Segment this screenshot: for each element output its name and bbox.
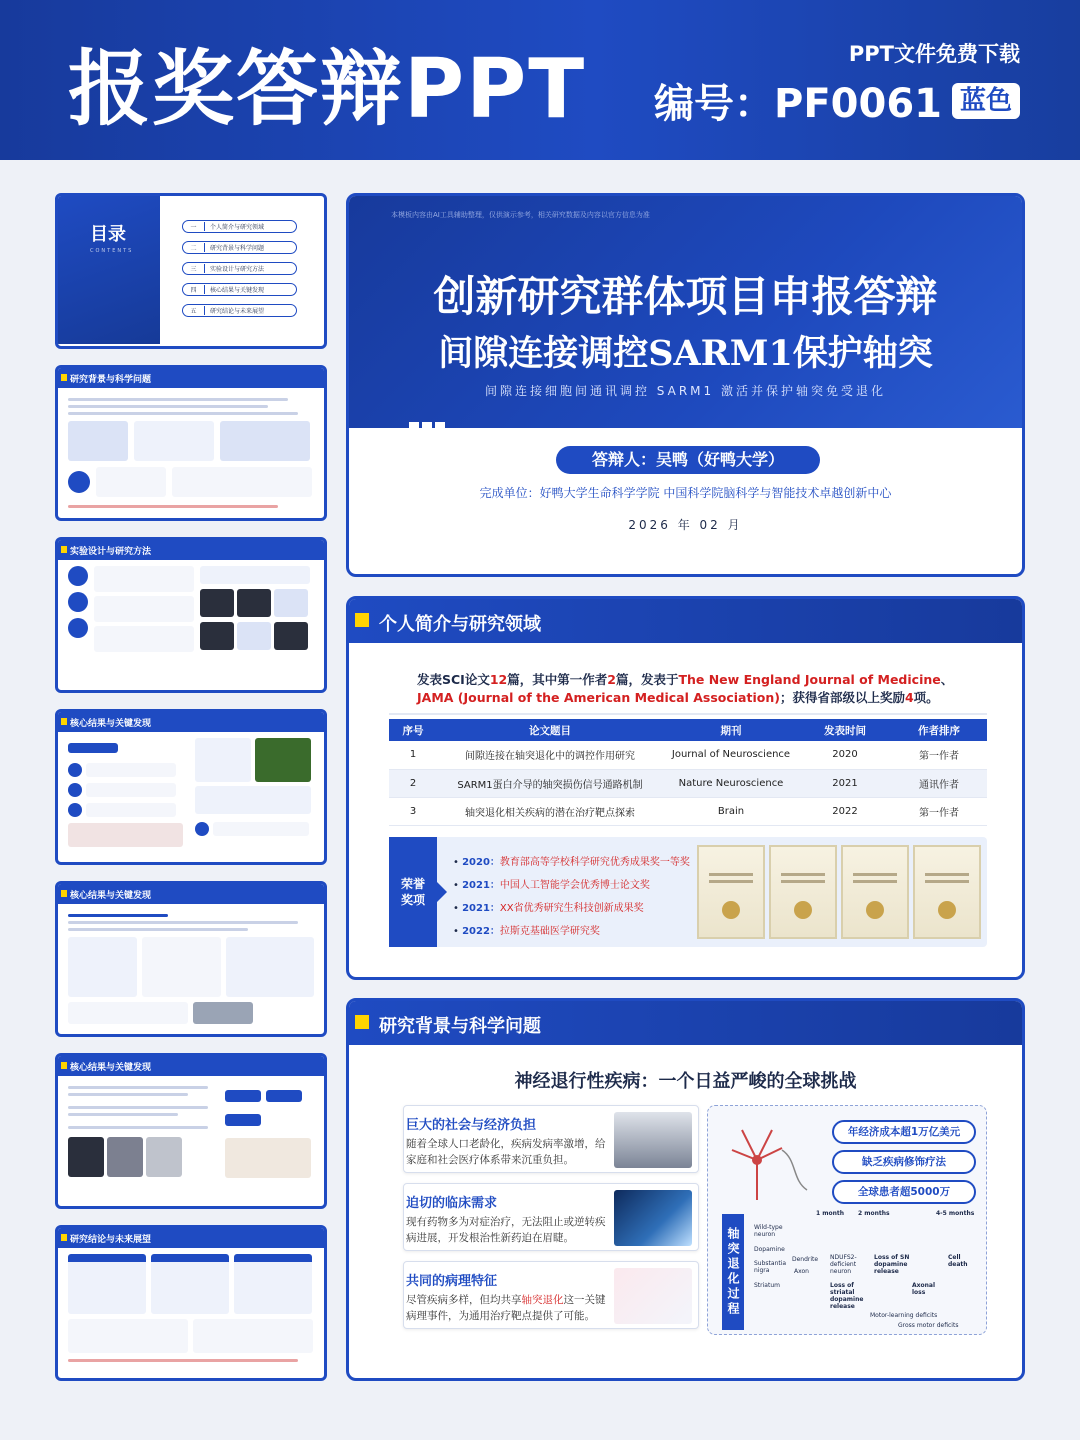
toc-en: CONTENTS	[90, 248, 134, 254]
divider	[389, 713, 987, 715]
stat-pill: 缺乏疾病修饰疗法	[832, 1150, 976, 1174]
cover-slide[interactable]	[346, 193, 1025, 577]
awards-section	[389, 837, 987, 947]
diagram-label: Loss of striatal dopamine release	[830, 1282, 864, 1310]
certificate-image	[697, 845, 765, 939]
list-item: • 2021：中国人工智能学会优秀博士论文奖	[453, 880, 650, 891]
diagram-label: NDUFS2-deficient neuron	[830, 1254, 857, 1275]
download-label: PPT文件免费下载	[848, 42, 1020, 66]
cover-title: 创新研究群体项目申报答辩	[433, 272, 938, 321]
diagram-label: Axonal loss	[912, 1282, 936, 1296]
cover-date: 2026 年 02 月	[628, 518, 743, 532]
awards-list	[453, 851, 690, 943]
card-body: 尽管疾病多样，但均共享轴突退化这一关键病理事件，为通用治疗靶点提供了可能。	[406, 1294, 606, 1322]
thumb-results-1[interactable]	[55, 709, 327, 865]
table-row: 1 间隙连接在轴突退化中的调控作用研究 Journal of Neuroscience 2020 第一作者	[389, 741, 987, 769]
lab-image	[614, 1190, 692, 1246]
thumb-content	[58, 904, 324, 1030]
table-header: 序号	[389, 719, 437, 741]
info-card	[403, 1261, 699, 1329]
diagram-label: Motor-learning deficits	[870, 1312, 938, 1319]
color-badge: 蓝色	[952, 83, 1020, 119]
cover-decoration	[409, 422, 445, 428]
thumb-methods[interactable]	[55, 537, 327, 693]
cover-unit: 完成单位：好鸭大学生命科学学院 中国科学院脑科学与智能技术卓越创新中心	[479, 486, 892, 500]
list-item: • 2020：教育部高等学校科学研究优秀成果奖一等奖	[453, 857, 690, 868]
stat-pill: 年经济成本超1万亿美元	[832, 1120, 976, 1144]
cover-note: 本模板内容由AI工具辅助整理，仅供演示参考，相关研究数据及内容以官方信息为准	[391, 211, 650, 219]
toc-side	[58, 196, 160, 344]
product-code-text: 编号：PF0061	[654, 81, 942, 127]
table-header: 作者排序	[891, 719, 987, 741]
certificate-image	[841, 845, 909, 939]
table-header: 发表时间	[799, 719, 891, 741]
thumb-background[interactable]	[55, 365, 327, 521]
thumb-content	[58, 388, 324, 518]
diagram-label: Cell death	[948, 1254, 968, 1268]
certificate-image	[913, 845, 981, 939]
list-item: • 2021：XX省优秀研究生科技创新成果奖	[453, 903, 644, 914]
toc-item: 五 研究结论与未来展望	[182, 304, 297, 317]
product-code	[654, 72, 1020, 129]
slide-subtitle: 神经退行性疾病：一个日益严峻的全球挑战	[514, 1071, 857, 1092]
thumb-content	[58, 560, 324, 658]
thumb-title: 核心结果与关键发现	[58, 712, 324, 732]
cover-title-2: 间隙连接调控SARM1保护轴突	[438, 333, 933, 374]
card-body: 随着全球人口老龄化，疾病发病率激增，给家庭和社会医疗体系带来沉重负担。	[406, 1138, 606, 1166]
diagram-label: Substantia nigra	[754, 1260, 787, 1274]
intro-summary: 发表SCI论文12篇，其中第一作者2篇，发表于The New England Journal of Medicine、 JAMA (Journal of the American Medical Association)；获得省部级以上奖励4项。	[417, 672, 954, 705]
intro-slide[interactable]	[346, 596, 1025, 980]
table-row: 3 轴突退化相关疾病的潜在治疗靶点探索 Brain 2022 第一作者	[389, 797, 987, 825]
awards-tag: 荣誉奖项	[389, 837, 437, 947]
toc-item: 二 研究背景与科学问题	[182, 241, 297, 254]
diagram-label: Loss of SN dopamine release	[874, 1254, 910, 1275]
thumb-title: 实验设计与研究方法	[58, 540, 324, 560]
diagram-label: Gross motor deficits	[898, 1322, 959, 1329]
toc-item: 一 个人简介与研究领域	[182, 220, 297, 233]
cover-subtitle: 间隙连接细胞间通讯调控 SARM1 激活并保护轴突免受退化	[484, 384, 886, 398]
banner-title: 报奖答辩PPT	[68, 42, 587, 137]
certificate-image	[769, 845, 837, 939]
thumb-title: 核心结果与关键发现	[58, 1056, 324, 1076]
thumb-results-2[interactable]	[55, 881, 327, 1037]
card-title: 共同的病理特征	[406, 1274, 498, 1289]
axon-tag: 轴突退化过程	[722, 1214, 744, 1330]
header-banner	[0, 0, 1080, 160]
diagram-label: Striatum	[754, 1282, 780, 1289]
toc-title: 目录	[90, 224, 126, 245]
toc-list	[160, 196, 297, 344]
neuron-image	[614, 1268, 692, 1324]
table-row: 2 SARM1蛋白介导的轴突损伤信号通路机制 Nature Neuroscience 2021 通讯作者	[389, 769, 987, 797]
thumb-content	[58, 732, 324, 857]
papers-table	[389, 719, 987, 826]
info-card	[403, 1105, 699, 1173]
card-title: 迫切的临床需求	[406, 1196, 498, 1211]
panel-heading: 研究背景与科学问题	[349, 1001, 1022, 1045]
diagram-label: Wild-type neuron	[754, 1224, 783, 1238]
card-body: 现有药物多为对症治疗，无法阻止或逆转疾病进展，开发根治性新药迫在眉睫。	[406, 1216, 606, 1244]
thumb-title: 研究背景与科学问题	[58, 368, 324, 388]
population-chart-image	[614, 1112, 692, 1168]
table-header: 论文题目	[437, 719, 663, 741]
list-item: • 2022：拉斯克基础医学研究奖	[453, 926, 600, 937]
stage-label: 4-5 months	[936, 1210, 975, 1217]
stage-label: 1 month	[816, 1210, 845, 1217]
thumb-conclusion[interactable]	[55, 1225, 327, 1381]
background-slide[interactable]	[346, 998, 1025, 1381]
axon-diagram	[707, 1105, 987, 1335]
diagram-label: Axon	[794, 1268, 809, 1275]
defender-badge: 答辩人：吴鸭（好鸭大学）	[556, 446, 820, 474]
table-header: 期刊	[663, 719, 799, 741]
card-title: 巨大的社会与经济负担	[406, 1118, 537, 1133]
thumb-title: 研究结论与未来展望	[58, 1228, 324, 1248]
thumb-toc[interactable]	[55, 193, 327, 349]
toc-item: 四 核心结果与关键发现	[182, 283, 297, 296]
thumb-content	[58, 1248, 324, 1372]
diagram-label: Dopamine	[754, 1246, 785, 1253]
panel-heading: 个人简介与研究领域	[349, 599, 1022, 643]
stat-pill: 全球患者超5000万	[832, 1180, 976, 1204]
thumb-title: 核心结果与关键发现	[58, 884, 324, 904]
stage-label: 2 months	[858, 1210, 890, 1217]
info-card	[403, 1183, 699, 1251]
thumb-content	[58, 1076, 324, 1188]
thumb-results-3[interactable]	[55, 1053, 327, 1209]
diagram-label: Dendrite	[792, 1256, 819, 1263]
toc-item: 三 实验设计与研究方法	[182, 262, 297, 275]
neuron-diagram-icon	[722, 1120, 812, 1210]
